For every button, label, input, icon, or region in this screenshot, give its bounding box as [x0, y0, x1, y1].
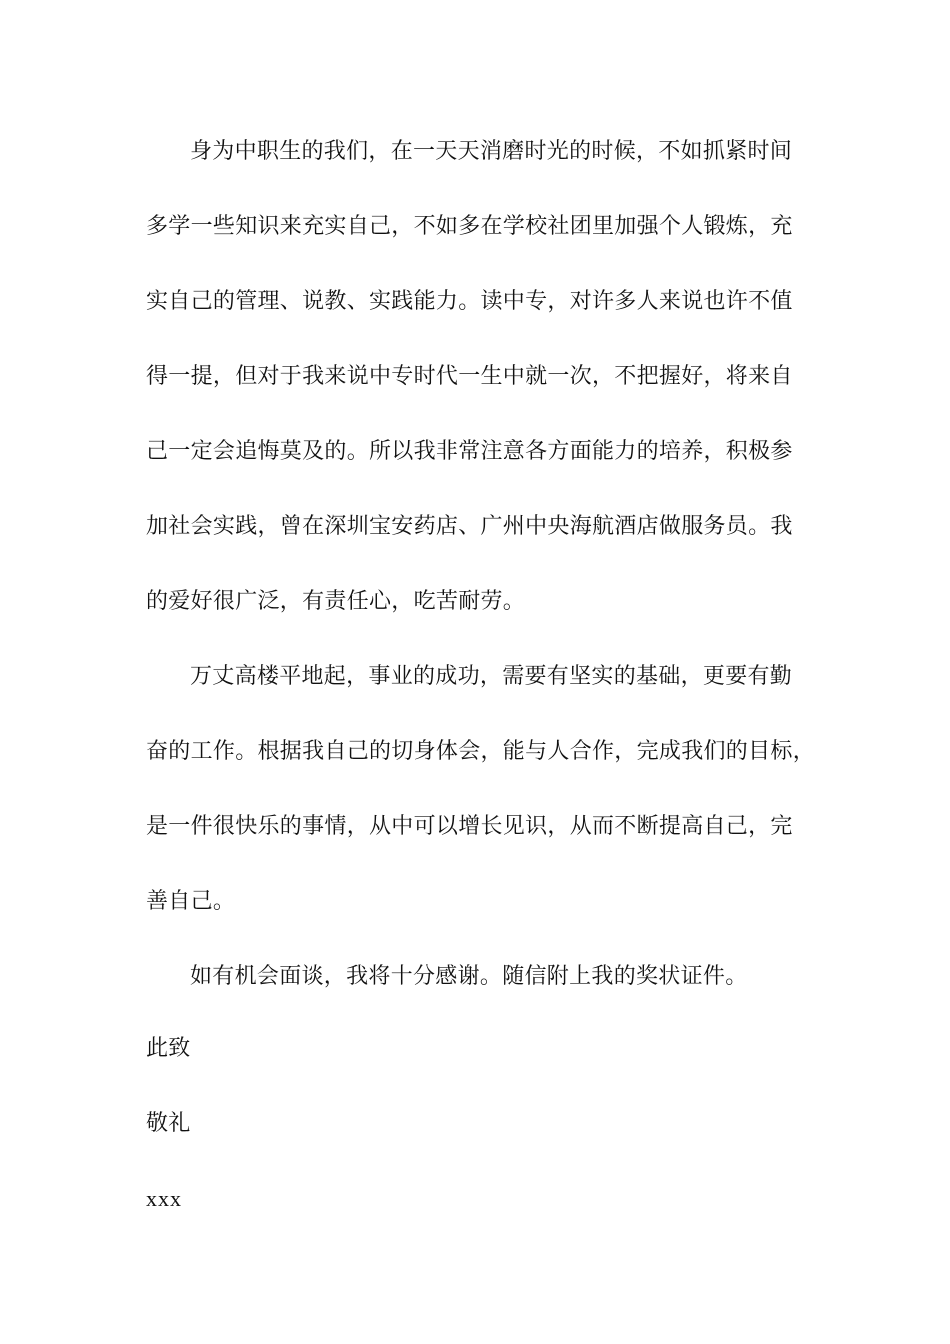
- text-line: 得一提，但对于我来说中专时代一生中就一次，不把握好，将来自: [146, 364, 793, 389]
- text-line: 善自己。: [146, 889, 236, 914]
- text-line: 身为中职生的我们，在一天天消磨时光的时候，不如抓紧时间: [190, 139, 793, 164]
- text-line: 多学一些知识来充实自己，不如多在学校社团里加强个人锻炼，充: [146, 214, 793, 239]
- text-line: 如有机会面谈，我将十分感谢。随信附上我的奖状证件。: [190, 964, 748, 989]
- text-line: 奋的工作。根据我自己的切身体会，能与人合作，完成我们的目标，: [146, 739, 816, 764]
- text-line: 的爱好很广泛，有责任心，吃苦耐劳。: [146, 589, 526, 614]
- closing-salutation: 此致: [146, 1036, 191, 1061]
- text-line: 己一定会追悔莫及的。所以我非常注意各方面能力的培养，积极参: [146, 439, 793, 464]
- closing-respect: 敬礼: [146, 1111, 191, 1136]
- text-line: 是一件很快乐的事情，从中可以增长见识，从而不断提高自己，完: [146, 814, 793, 839]
- signature: xxx: [146, 1186, 182, 1211]
- text-line: 加社会实践，曾在深圳宝安药店、广州中央海航酒店做服务员。我: [146, 514, 793, 539]
- text-line: 实自己的管理、说教、实践能力。读中专，对许多人来说也许不值: [146, 289, 793, 314]
- text-line: 万丈高楼平地起，事业的成功，需要有坚实的基础，更要有勤: [190, 664, 793, 689]
